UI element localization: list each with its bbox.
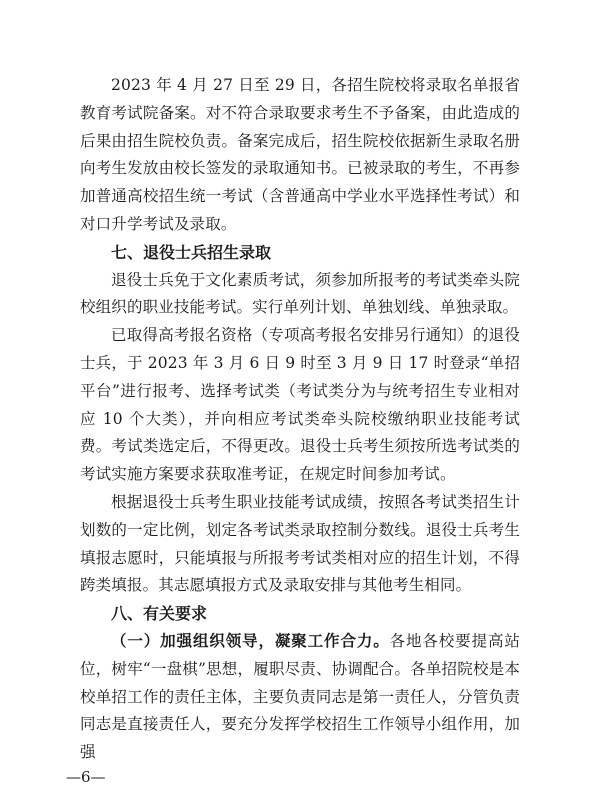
section-heading-veterans: 七、退役士兵招生录取 [111,242,272,262]
subsection-lead: （一）加强组织领导，凝聚工作合力。 [111,631,390,650]
paragraph-record-filing: 2023 年 4 月 27 日至 29 日，各招生院校将录取名单报省教育考试院备案。对不符合录取要求考生不予备案，由此造成的后果由招生院校负责。备案完成后，招生院校依据新生录取名册向考生发放由校长签发的录取通知书。已被录取的考生，不再参加普通高校招生统一考试（含普通高中学业水平选择性考试）和对口升学考试及录取。 [80,76,520,233]
subsection-body: 各地各校要提高站位，树牢“一盘棋”思想，履职尽责、协调配合。各单招院校是本校单招工作的责任主体，主要负责同志是第一责任人，分管负责同志是直接责任人，要充分发挥学校招生工作领导小组作用，加强 [80,631,520,762]
paragraph-veterans-registration: 已取得高考报名资格（专项高考报名安排另行通知）的退役士兵，于 2023 年 3 月 6 日 9 时至 3 月 9 日 17 时登录“单招平台”进行报考、选择考试类（考试类分为与统考招生专业相对应 10 个大类），并向相应考试类牵头院校缴纳职业技能考试费。考试类选定后，不得更改。退役士兵考生须按所选考试类的考试实施方案要求获取准考证，在规定时间参加考试。 [80,326,520,484]
document-body [80,72,520,767]
paragraph-veterans-exam: 退役士兵免于文化素质考试，须参加所报考的考试类牵头院校组织的职业技能考试。实行单列计划、单独划线、单独录取。 [80,270,520,317]
page-number: —6— [66,768,106,786]
section-heading-requirements: 八、有关要求 [111,604,208,624]
paragraph-organization-leadership [80,628,520,767]
paragraph-veterans-admission: 根据退役士兵考生职业技能考试成绩，按照各考试类招生计划数的一定比例，划定各考试类录取控制分数线。退役士兵考生填报志愿时，只能填报与所报考考试类相对应的招生计划，不得跨类填报。其志愿填报方式及录取安排与其他考生相同。 [80,492,520,595]
